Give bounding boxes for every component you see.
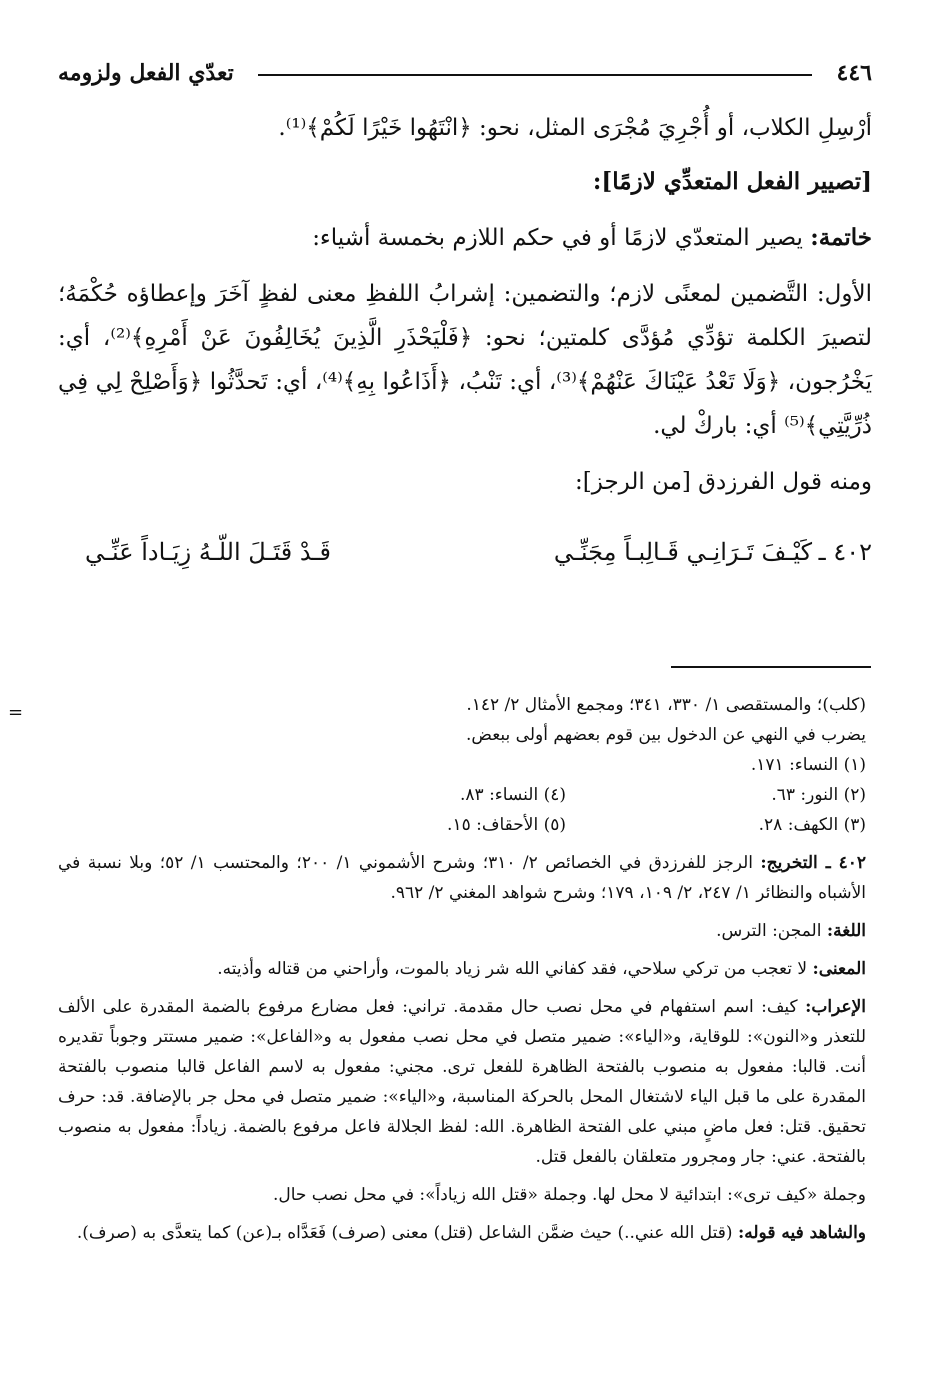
shahid-label: والشاهد فيه قوله: [737,1223,866,1243]
mana-text: لا تعجب من تركي سلاحي، فقد كفاني الله شر زياد بالموت، وأراحني من قتاله وأذيته. [217,959,808,979]
takhrij [58,848,866,908]
page-header [58,60,872,90]
verse-second-hemistich: قَـدْ قَتَـلَ اللّـهُ زِيَـاداً عَنِّـي [85,538,331,566]
intro-text: يصير المتعدّي لازمًا أو في حكم اللازم بخمسة أشياء: [312,225,803,251]
footnotes [58,690,866,1248]
mana [58,954,866,984]
irab-label: الإعراب: [805,997,867,1017]
lugha [58,916,866,946]
shahid-text: (قتل الله عني..) حيث ضمَّن الشاعل (قتل) معنى (صرف) فَعَدَّاه بـ(عن) كما يتعدَّى به (صرف). [76,1223,733,1243]
footnote-3: (٣) الكهف: ٢٨. [758,815,866,835]
verse-402 [85,538,872,578]
footnote-2: (٢) النور: ٦٣. [771,785,866,805]
footnote-row-3 [58,810,866,840]
shahid [58,1218,866,1248]
verse-number: ٤٠٢ ـ [818,538,872,566]
jumla: وجملة «كيف ترى»: ابتدائية لا محل لها. وجملة «قتل الله زياداً»: في محل نصب حال. [272,1185,866,1205]
footnote-row-2 [58,780,866,810]
mana-label: المعنى: [812,959,866,979]
lugha-label: اللغة: [826,921,866,941]
section-heading: [تصيير الفعل المتعدِّي لازمًا]: [592,168,872,195]
irab-text: كيف: اسم استفهام في محل نصب حال مقدمة. تراني: فعل مضارع مرفوع بالضمة المقدرة على الألف للتعذر و«النون»: للوقاية، و«الياء»: ضمير متصل في محل نصب مفعول به و«الفاعل»: ضمير مستتر وجوباً تقديره أنت. قالبا: مفعول به منصوب بالفتحة الظاهرة للفعل ترى. مجني: مفعول به لاسم الفاعل قالبا منصوب بالفتحة المقدرة على ما قبل الياء لاشتغال المحل بالحركة المناسبة، و«الياء»: ضمير متصل في محل جر بالإضافة. قد: حرف تحقيق. قتل: فعل ماضٍ مبني على الفتحة الظاهرة. الله: لفظ الجلالة فاعل مرفوع بالضمة. زياداً: مفعول به منصوب بالفتحة. عني: جار ومجرور متعلقان بالفعل قتل. [58,997,866,1167]
first-way-paragraph: الأول: التَّضمين لمعنًى لازم؛ والتضمين: إشرابُ اللفظِ معنى لفظٍ آخَرَ وإعطاؤه حُكْمَهُ؛ لتصيرَ الكلمة تؤدِّي مُؤدَّى كلمتين؛ نحو: ﴿فَلْيَحْذَرِ الَّذِينَ يُخَالِفُونَ عَنْ أَمْرِهِ﴾⁽²⁾، أي: يَخْرُجون، ﴿وَلَا تَعْدُ عَيْنَاكَ عَنْهُمْ﴾⁽³⁾، أي: تَنْبُ، ﴿أَذَاعُوا بِهِ﴾⁽⁴⁾، أي: تَحدَّثُوا ﴿وَأَصْلِحْ لِي فِي ذُرِّيَّتِي﴾⁽⁵⁾ أي: باركْ لي. [58,281,872,439]
takhrij-text: الرجز للفرزدق في الخصائص ٢/ ٣١٠؛ وشرح الأشموني ١/ ٢٠٠؛ والمحتسب ١/ ٥٢؛ وبلا نسبة في الأشباه والنظائر ١/ ٢٤٧، ٢/ ١٠٩، ١٧٩؛ وشرح شواهد المغني ٢/ ٩٦٢. [58,853,866,903]
takhrij-label: ٤٠٢ ـ التخريج: [760,853,866,873]
continuation-mark: = [8,702,24,723]
footnote-continuation-2: يضرب في النهي عن الدخول بين قوم بعضهم أولى ببعض. [465,725,866,745]
intro-paragraph [58,216,872,260]
footnote-separator [671,666,871,668]
page-number: ٤٤٦ [836,60,872,86]
verse-intro: ومنه قول الفرزدق [من الرجز]: [575,469,872,495]
header-rule [258,74,812,76]
footnote-4: (٤) النساء: ٨٣. [460,785,566,805]
footnote-continuation-1: (كلب)؛ والمستقصى ١/ ٣٣٠، ٣٤١؛ ومجمع الأمثال ٢/ ١٤٢. [466,695,866,715]
running-title: تعدّي الفعل ولزومه [58,60,234,86]
intro-label: خاتمة: [810,224,872,251]
footnote-5: (٥) الأحقاف: ١٥. [447,815,566,835]
lugha-text: المجن: الترس. [716,921,822,941]
main-line-1: أرْسِلِ الكلاب، أو أُجْرِيَ مُجْرَى المثل، نحو: ﴿انْتَهُوا خَيْرًا لَكُمْ﴾⁽¹⁾. [278,115,872,141]
main-text [58,106,872,504]
verse-first-hemistich: كَيْـفَ تَـرَانِـي قَـالِبـاً مِجَنِّـي [553,538,812,566]
irab [58,992,866,1172]
footnote-1: (١) النساء: ١٧١. [750,755,866,775]
